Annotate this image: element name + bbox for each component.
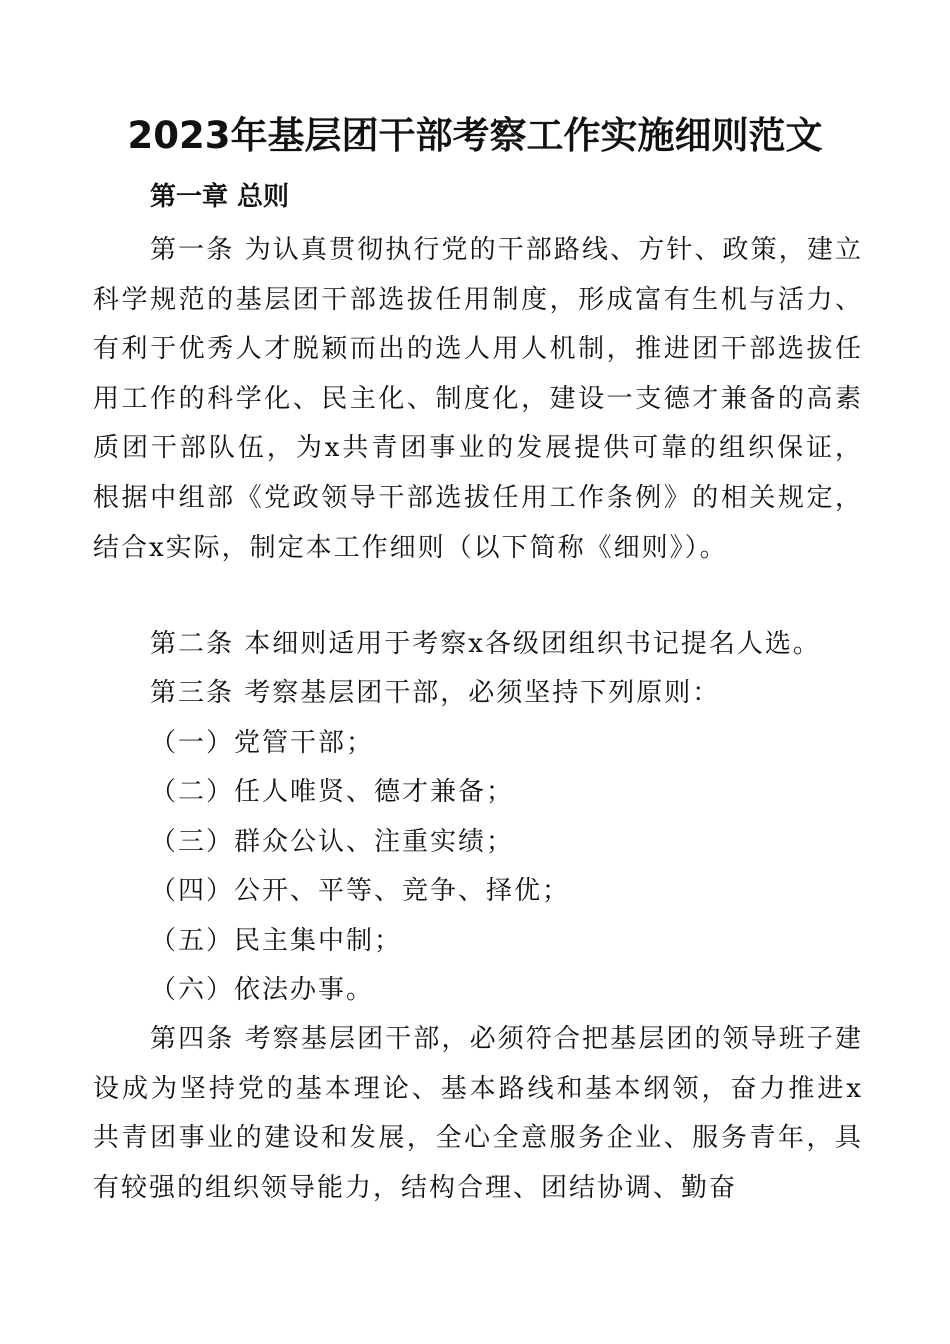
article-1-paragraph: 第一条 为认真贯彻执行党的干部路线、方针、政策，建立科学规范的基层团干部选拔任用制度，形成富有生机与活力、有利于优秀人才脱颖而出的选人用人机制，推进团干部选拔任用工作的科学化、民主化、制度化，建设一支德才兼备的高素质团干部队伍，为x共青团事业的发展提供可靠的组织保证，根据中组部《党政领导干部选拔任用工作条例》的相关规定，结合x实际，制定本工作细则（以下简称《细则》）。 <box>93 235 863 563</box>
document-title: 2023年基层团干部考察工作实施细则范文 <box>127 114 823 157</box>
principle-item: （二）任人唯贤、德才兼备； <box>150 777 515 807</box>
principle-item: （四）公开、平等、竞争、择优； <box>150 876 571 906</box>
article-4-paragraph: 第四条 考察基层团干部，必须符合把基层团的领导班子建设成为坚持党的基本理论、基本路线和基本纲领，奋力推进x共青团事业的建设和发展，全心全意服务企业、服务青年，具有较强的组织领导能力，结构合理、团结协调、勤奋 <box>93 1024 863 1203</box>
principle-item: （六）依法办事。 <box>150 975 375 1005</box>
principle-item: （一）党管干部； <box>150 728 375 758</box>
article-3-paragraph: 第三条 考察基层团干部，必须坚持下列原则： <box>150 678 721 708</box>
article-2-paragraph: 第二条 本细则适用于考察x各级团组织书记提名人选。 <box>150 629 821 659</box>
principle-item: （三）群众公认、注重实绩； <box>150 827 515 857</box>
principle-item: （五）民主集中制； <box>150 926 403 956</box>
chapter-heading: 第一章 总则 <box>150 182 290 212</box>
